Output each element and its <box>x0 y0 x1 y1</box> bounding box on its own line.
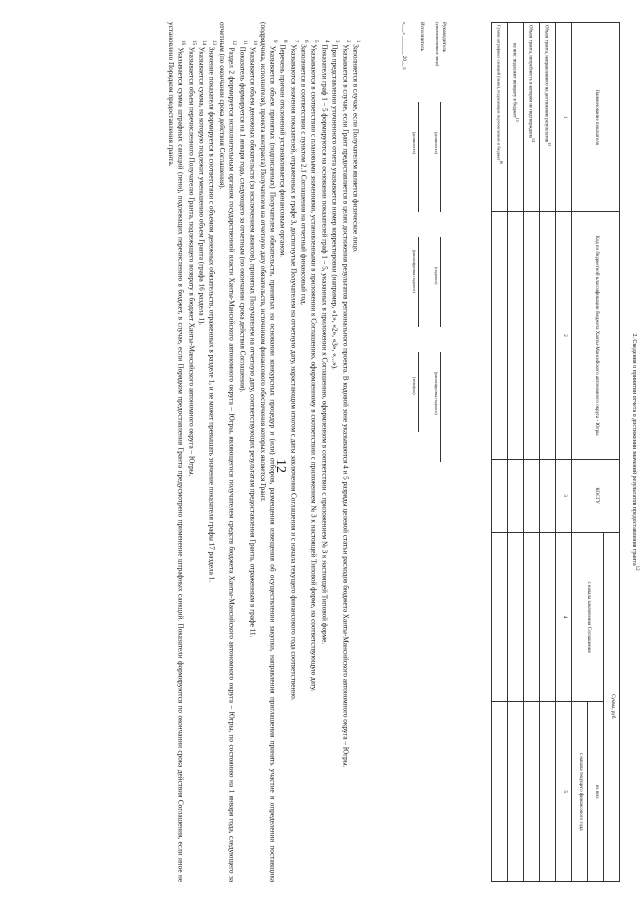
grant-report-table <box>491 22 620 882</box>
col-number: 3 <box>556 459 572 532</box>
head-label: Руководитель <box>441 22 447 53</box>
header-sum: Сумма, руб. <box>604 532 620 881</box>
header-kbk: Код по бюджетной классификации бюджета Ханты-Мансийского автономного округа - Югры <box>572 212 620 459</box>
executor-name-caption: (расшифровка подписи) <box>412 250 417 293</box>
col-number: 4 <box>556 532 572 702</box>
executor-position-line <box>418 102 419 212</box>
row-label: Объем гранта, направленного на достижение результатов$^{13}$ <box>540 23 556 212</box>
row-label: Сумма штрафных санкций (пени), подлежащих перечислению в бюджет$^{16}$ <box>492 23 508 212</box>
name-line <box>440 352 441 462</box>
footnotes <box>165 22 360 882</box>
footnote: $^{13}$ Значение показателя формируется в соответствии с объемом денежных обязательств, отраженных в разделе 1, и не может превышать значение показателя графы 17 раздела 1. <box>207 40 217 582</box>
header-from-start-year: с начала текущего финансового года <box>572 702 588 882</box>
table-row <box>540 23 556 882</box>
footnote: $^2$ Указывается в случае, если Грант предоставляется в целях достижения результатов регионального проекта. В кодовой зоне указываются 4 и 5 разряды целевой статьи расходов бюджета Ханты-Мансийского автономного округа – Югры. <box>341 40 350 768</box>
phone-caption: (телефон) <box>412 377 417 395</box>
row-label: из них: подлежит возврату в бюджет$^{15}$ <box>508 23 524 212</box>
position-line <box>440 102 441 212</box>
col-number: 5 <box>556 702 572 882</box>
executor-label: Исполнитель <box>419 22 425 52</box>
footnote: $^5$ Указываются в соответствии с плановыми значениями, установленными в приложении к Соглашению, оформленному в соответствии с приложением № 3 к настоящей Типовой форме, на соответствующую дату. <box>310 40 319 692</box>
table-row <box>492 23 508 882</box>
signature-block <box>397 22 447 882</box>
footnote: $^{10}$ Указывается объем денежных обязательств (за исключением авансов), принятых Получателем на отчетную дату, соответствующих результатам предоставления Гранта, отраженным в графе 11. <box>248 40 257 638</box>
footnote: $^3$ При представлении уточненного отчета указывается номер корректировки (например, «1», «2», «3», «...»). <box>330 40 340 370</box>
section-title: 2. Сведения о принятии отчета о достижении значений результатов предоставления гранта$^{12}$ <box>631 333 639 571</box>
page-number: 12 <box>273 459 288 473</box>
name-caption: (расшифровка подписи) <box>434 372 439 415</box>
footnote: $^{16}$ Указывается сумма штрафных санкций (пени), подлежащих перечислению в бюджет, в случае, если Порядком предоставления Гранта предусмотрено применение штрафных санкций. Показатели формируются по окончании срока действия Соглашения, если иное не установлено Порядком предоставления гранта. <box>167 22 186 883</box>
footnote: $^8$ Перечень причин отклонений устанавливается финансовым органом. <box>278 40 288 257</box>
landscape-content <box>15 22 639 883</box>
executor-name-line <box>418 237 419 327</box>
footnote: $^4$ Показатели граф 1 – 5 формируются на основании показателей граф 1 – 5, указанных в приложении к Соглашению, оформленном в соответствии с приложением № 3 к настоящей Типовой форме. <box>320 40 329 645</box>
col-number: 1 <box>556 23 572 212</box>
head-sub-label: (уполномоченное лицо) <box>435 22 440 67</box>
footnote: $^1$ Заполняется в случае, если Получателем является физическое лицо. <box>351 40 360 253</box>
header-kosgu: КОСГУ <box>572 459 620 532</box>
position-caption: (должность) <box>434 132 439 154</box>
footnote: $^{14}$ Указывается сумма, на которую подлежит уменьшению объем Гранта (графа 16 раздела 1). <box>197 40 206 326</box>
phone-line <box>418 352 419 432</box>
header-since-agreement: с начала заключения Соглашения <box>572 532 604 702</box>
footnote: $^7$ Указываются значения показателей, отраженных в графе 3, достигнутые Получателем на отчетную дату, нарастающим итогом с даты заключения Соглашения и с начала текущего финансового года соответственно. <box>289 40 298 701</box>
signature-line <box>440 237 441 327</box>
signature-caption: (подпись) <box>434 267 439 285</box>
footnote: $^{11}$ Показатель формируется на 1 января года, следующего за отчетным (по окончании срока действия Соглашения). <box>238 40 247 393</box>
table-row <box>508 23 524 882</box>
col-number: 2 <box>556 212 572 459</box>
header-of-which: из них <box>588 702 604 882</box>
date-line: «___» _______ 20__ г. <box>401 22 407 71</box>
footnote: $^{15}$ Указывается объем перечисленного Получателю Гранта, подлежащего возврату в бюджет Ханты-Мансийского автономного округа – Югры. <box>187 40 196 477</box>
executor-position-caption: (должность) <box>412 132 417 154</box>
header-indicator-name: Наименование показателя <box>572 23 620 212</box>
table-row <box>524 23 540 882</box>
footnote: $^9$ Указывается объем принятых (подписанных) Получателем обязательств, принятых на основании конкурсных процедур и (или) отборов, размещения извещения об осуществлении закупки, направления приглашения принять участие в определении поставщика (подрядчика, исполнителя), проекта контракта) Получателем на отчетную дату обязательств, источником финансового обеспечения которых является Грант. <box>258 22 277 883</box>
footnote: $^6$ Заполняется в соответствии с пунктом 2.1 Соглашения на отчетный финансовый год. <box>299 40 309 306</box>
row-label: Объем гранта, потребность в котором не подтверждена$^{14}$ <box>524 23 540 212</box>
footnote: $^{12}$ Раздел 2 формируется исполнительным органом государственной власти Ханты-Мансийского автономного округа – Югры, являющегося получателем средств бюджета Ханты-Мансийского автономного округа – Югры, по состоянию на 1 января года, следующего за отчетным (по окончании срока действия Соглашения). <box>218 22 237 883</box>
